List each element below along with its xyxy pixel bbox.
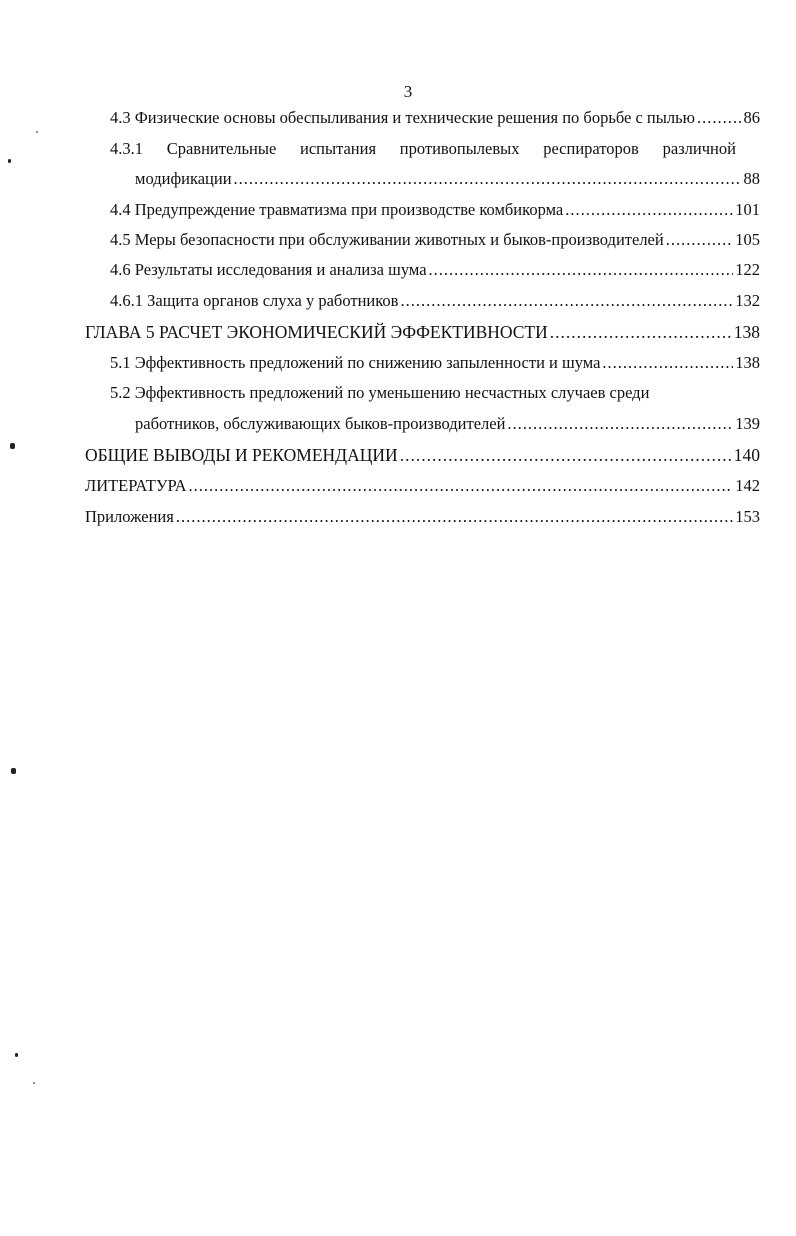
toc-entry-page: 132 [735, 291, 760, 310]
toc-entry-label: ОБЩИЕ ВЫВОДЫ И РЕКОМЕНДАЦИИ [85, 445, 398, 465]
toc-entry-label: модификации [135, 169, 232, 188]
toc-entry-5-2 [135, 413, 760, 435]
toc-entry-4-4 [110, 199, 760, 221]
toc-entry-label: 4.5 Меры безопасности при обслуживании животных и быков-производителей [110, 230, 664, 249]
toc-entry-page: 105 [735, 230, 760, 249]
leader-dots [189, 475, 734, 497]
toc-entry-page: 88 [743, 169, 760, 188]
scan-mark [10, 443, 15, 449]
toc-entry-page: 138 [733, 322, 760, 342]
toc-entry-page: 101 [735, 200, 760, 219]
leader-dots [176, 506, 733, 528]
toc-entry-label: ЛИТЕРАТУРА [85, 476, 187, 495]
leader-dots [400, 290, 733, 312]
toc-entry-4-6 [110, 259, 760, 281]
scan-mark [15, 1053, 18, 1057]
leader-dots [429, 259, 734, 281]
toc-entry-label: Приложения [85, 507, 174, 526]
leader-dots [697, 107, 742, 129]
toc-entry-label: работников, обслуживающих быков-производителей [135, 414, 506, 433]
page-number: 3 [403, 82, 413, 101]
toc-entry-label: ГЛАВА 5 РАСЧЕТ ЭКОНОМИЧЕСКИЙ ЭФФЕКТИВНОСТИ [85, 322, 548, 342]
toc-entry-page: 139 [735, 414, 760, 433]
toc-literature [85, 475, 760, 497]
toc-entry-4-6-1 [110, 290, 760, 312]
leader-dots [602, 352, 733, 374]
leader-dots [666, 229, 734, 251]
toc-word: Сравнительные [166, 139, 277, 158]
toc-entry-label: 4.6.1 Защита органов слуха у работников [110, 291, 399, 310]
toc-entry-4-3-1 [135, 168, 760, 190]
toc-word: испытания [300, 139, 377, 158]
toc-word: респираторов [543, 139, 639, 158]
scan-mark [11, 768, 16, 774]
toc-entry-5-1 [110, 352, 760, 374]
scan-speck [33, 1082, 35, 1084]
leader-dots [550, 321, 732, 343]
toc-general-conclusions [85, 444, 760, 466]
leader-dots [400, 444, 732, 466]
toc-entry-page: 122 [735, 260, 760, 279]
leader-dots [507, 413, 733, 435]
toc-entry-page: 153 [735, 507, 760, 526]
toc-chapter-5 [85, 321, 760, 343]
scan-speck [36, 131, 38, 133]
toc-entry-page: 138 [735, 353, 760, 372]
toc-entry-4-3 [110, 107, 760, 129]
toc-entry-label: 5.1 Эффективность предложений по снижению запыленности и шума [110, 353, 601, 372]
toc-entry-4-3-1-first-line [110, 138, 736, 160]
toc-entry-page: 86 [743, 108, 760, 127]
toc-entry-5-2-first-line: 5.2 Эффективность предложений по уменьшению несчастных случаев среди [110, 383, 650, 402]
toc-word: различной [662, 139, 736, 158]
toc-entry-page: 142 [735, 476, 760, 495]
leader-dots [234, 168, 742, 190]
toc-appendix [85, 506, 760, 528]
toc-entry-label: 4.3 Физические основы обеспыливания и технические решения по борьбе с пылью [110, 108, 695, 127]
toc-word: 4.3.1 [110, 139, 143, 158]
scan-mark [8, 159, 11, 163]
toc-entry-label: 4.4 Предупреждение травматизма при производстве комбикорма [110, 200, 564, 219]
toc-entry-label: 4.6 Результаты исследования и анализа шума [110, 260, 427, 279]
leader-dots [565, 199, 733, 221]
toc-entry-4-5 [110, 229, 760, 251]
toc-entry-page: 140 [733, 445, 760, 465]
toc-word: противопылевых [399, 139, 520, 158]
